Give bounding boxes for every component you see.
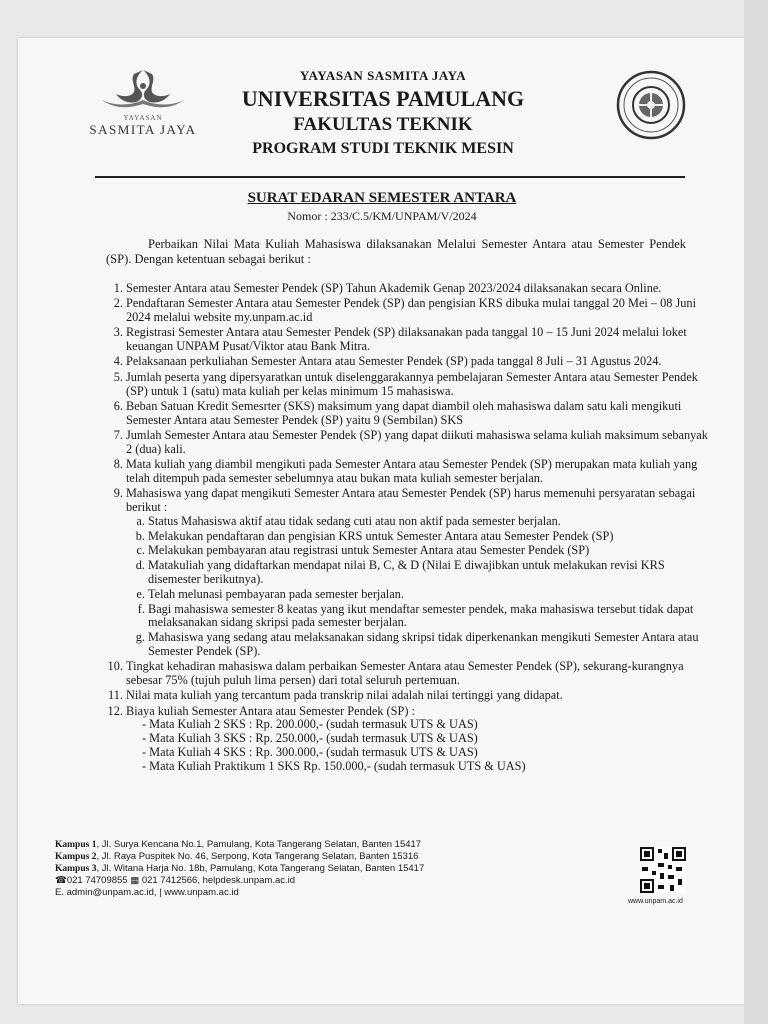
sasmita-logo-icon xyxy=(98,66,188,112)
footer-addresses xyxy=(55,839,615,899)
requirement-item: d. Matakuliah yang didaftarkan mendapat nilai B, C, & D (Nilai E diwajibkan untuk melakukan revisi KRS disemester berikutnya). xyxy=(148,559,716,587)
list-item: 11. Nilai mata kuliah yang tercantum pada transkrip nilai adalah nilai tertinggi yang didapat. xyxy=(126,689,716,703)
list-item: 12. Biaya kuliah Semester Antara atau Semester Pendek (SP) : - Mata Kuliah 2 SKS : Rp. 200.000,- (sudah termasuk UTS & UAS) - Mata Kuliah 3 SKS : Rp. 250.000,- (sudah termasuk UTS & UAS) - Mata Kuliah 4 SKS : Rp. 300.000,- (sudah termasuk UTS & UAS) - Mata Kuliah Praktikum 1 SKS Rp. 150.000,- (sudah termasuk UTS & UAS) xyxy=(126,705,716,774)
requirement-item: e. Telah melunasi pembayaran pada semester berjalan. xyxy=(148,588,716,602)
list-item: 7. Jumlah Semester Antara atau Semester Pendek (SP) yang dapat diikuti mahasiswa selama kuliah maksimum sebanyak 2 (dua) kali. xyxy=(126,429,716,457)
list-item: 3. Registrasi Semester Antara atau Semester Pendek (SP) dilaksanakan pada tanggal 10 – 15 Juni 2024 melalui loket keuangan UNPAM Pusat/Viktor atau Bank Mitra. xyxy=(126,326,716,354)
requirement-item: f. Bagi mahasiswa semester 8 keatas yang ikut mendaftar semester pendek, maka mahasiswa tersebut tidak dapat melaksanakan sidang skripsi pada semester berjalan. xyxy=(148,603,716,631)
program-name: PROGRAM STUDI TEKNIK MESIN xyxy=(252,140,514,157)
foundation-name: YAYASAN SASMITA JAYA xyxy=(299,68,467,83)
header-divider xyxy=(95,176,685,178)
cost-item: - Mata Kuliah 2 SKS : Rp. 200.000,- (sudah termasuk UTS & UAS) xyxy=(142,718,716,732)
document-page xyxy=(18,38,746,1004)
list-item: 1. Semester Antara atau Semester Pendek (SP) Tahun Akademik Genap 2023/2024 dilaksanakan secara Online. xyxy=(126,282,716,296)
logo-caption-small: YAYASAN xyxy=(123,114,163,122)
requirement-item: g. Mahasiswa yang sedang atau melaksanakan sidang skripsi tidak diperkenankan mengikuti Semester Antara atau Semester Pendek (SP). xyxy=(148,631,716,659)
provisions-list xyxy=(98,282,716,775)
university-seal-icon xyxy=(616,70,686,140)
contact-email: E. admin@unpam.ac.id, | www.unpam.ac.id xyxy=(55,887,239,898)
requirement-item: b. Melakukan pendaftaran dan pengisian KRS untuk Semester Antara atau Semester Pendek (SP) xyxy=(148,530,716,544)
campus-3-address: Kampus 3, Jl. Witana Harja No. 18b, Pamulang, Kota Tangerang Selatan, Banten 15417 xyxy=(55,863,425,874)
requirement-item: a. Status Mahasiswa aktif atau tidak sedang cuti atau non aktif pada semester berjalan. xyxy=(148,515,716,529)
faculty-name: FAKULTAS TEKNIK xyxy=(293,114,473,135)
list-item: 9. Mahasiswa yang dapat mengikuti Semester Antara atau Semester Pendek (SP) harus memenuhi persyaratan sebagai berikut : a. Status Mahasiswa aktif atau tidak sedang cuti atau non aktif pada semester berjalan. b. Melakukan pendaftaran dan pengisian KRS untuk Semester Antara atau Semester Pendek (SP) c. Melakukan pembayaran atau registrasi untuk Semester Antara atau Semester Pendek (SP) d. Matakuliah yang didaftarkan mendapat nilai B, C, & D (Nilai E diwajibkan untuk melakukan revisi KRS disemester berikutnya). e. Telah melunasi pembayaran pada semester berjalan. f. Bagi mahasiswa semester 8 keatas yang ikut mendaftar semester pendek, maka mahasiswa tersebut tidak dapat melaksanakan sidang skripsi pada semester berjalan. g. Mahasiswa yang sedang atau melaksanakan sidang skripsi tidak diperkenankan mengikuti Semester Antara atau Semester Pendek (SP). xyxy=(126,487,716,659)
letterhead xyxy=(203,68,563,158)
university-name: UNIVERSITAS PAMULANG xyxy=(241,86,525,111)
cost-item: - Mata Kuliah Praktikum 1 SKS Rp. 150.000,- (sudah termasuk UTS & UAS) xyxy=(142,760,716,774)
cost-item: - Mata Kuliah 4 SKS : Rp. 300.000,- (sudah termasuk UTS & UAS) xyxy=(142,746,716,760)
list-item: 2. Pendaftaran Semester Antara atau Semester Pendek (SP) dan pengisian KRS dibuka mulai tanggal 20 Mei – 08 Juni 2024 melalui website my.unpam.ac.id xyxy=(126,297,716,325)
qr-caption: www.unpam.ac.id xyxy=(628,898,683,905)
campus-2-address: Kampus 2, Jl. Raya Puspitek No. 46, Serpong, Kota Tangerang Selatan, Banten 15316 xyxy=(55,851,419,862)
list-item: 4. Pelaksanaan perkuliahan Semester Antara atau Semester Pendek (SP) pada tanggal 8 Juli – 31 Agustus 2024. xyxy=(126,355,716,369)
cost-item: - Mata Kuliah 3 SKS : Rp. 250.000,- (sudah termasuk UTS & UAS) xyxy=(142,732,716,746)
intro-paragraph: Perbaikan Nilai Mata Kuliah Mahasiswa dilaksanakan Melalui Semester Antara atau Semester Pendek (SP). Dengan ketentuan sebagai berikut : xyxy=(106,237,686,266)
campus-1-address: Kampus 1, Jl. Surya Kencana No.1, Pamulang, Kota Tangerang Selatan, Banten 15417 xyxy=(55,839,422,850)
contact-phone: ☎021 74709855 ▦ 021 7412566, helpdesk.unpam.ac.id xyxy=(55,875,296,886)
cost-list xyxy=(126,718,716,773)
list-item: 5. Jumlah peserta yang dipersyaratkan untuk diselenggarakannya pembelajaran Semester Antara atau Semester Pendek (SP) untuk 1 (satu) mata kuliah per kelas minimum 15 mahasiswa. xyxy=(126,371,716,399)
requirements-list xyxy=(126,515,716,659)
list-item: 10. Tingkat kehadiran mahasiswa dalam perbaikan Semester Antara atau Semester Pendek (SP), sekurang-kurangnya sebesar 75% (tujuh puluh lima persen) dari total seluruh pertemuan. xyxy=(126,660,716,688)
logo-caption-name: SASMITA JAYA xyxy=(89,122,197,137)
list-item: 6. Beban Satuan Kredit Semesrter (SKS) maksimum yang dapat diambil oleh mahasiswa dalam satu kali mengikuti Semester Antara atau Semester Pendek (SP) yaitu 9 (Sembilan) SKS xyxy=(126,400,716,428)
document-title: SURAT EDARAN SEMESTER ANTARA xyxy=(247,190,517,206)
sasmita-jaya-logo xyxy=(88,66,198,138)
qr-code-icon xyxy=(640,847,686,893)
requirement-item: c. Melakukan pembayaran atau registrasi untuk Semester Antara atau Semester Pendek (SP) xyxy=(148,544,716,558)
document-number: Nomor : 233/C.5/KM/UNPAM/V/2024 xyxy=(287,209,477,223)
scan-edge xyxy=(744,0,768,1024)
list-item: 8. Mata kuliah yang diambil mengikuti pada Semester Antara atau Semester Pendek (SP) merupakan mata kuliah yang telah ditempuh pada semester sebelumnya atau bukan mata kuliah semester berjalan. xyxy=(126,458,716,486)
